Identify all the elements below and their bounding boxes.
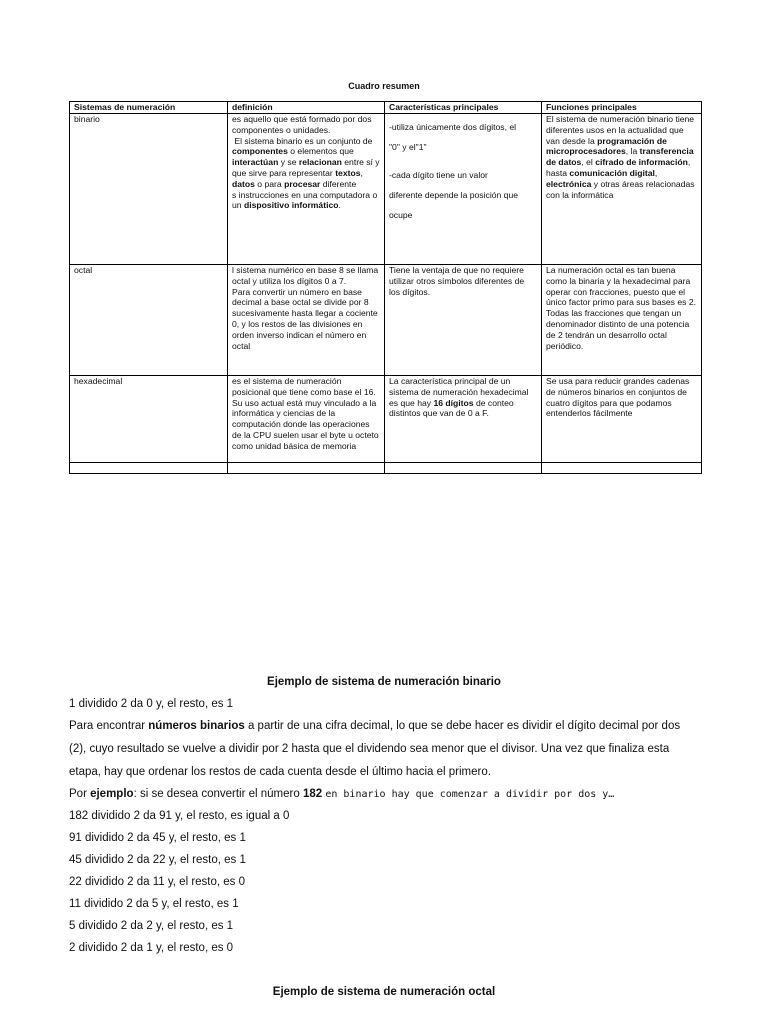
bold-term: datos — [232, 178, 255, 189]
char-binary-line-2: "0" y el"1" — [389, 142, 427, 152]
characteristics-binary — [385, 114, 542, 265]
functions-binary — [542, 114, 702, 265]
header-definition: definición — [228, 102, 385, 114]
empty-cell — [542, 463, 702, 474]
table-row-octal — [70, 265, 702, 376]
text-run: La numeración octal es tan buena como la binaria y la hexadecimal para operar con fracciones, puesto que el único factor primo para sus bases es 2. Todas las fracciones que tengan un denominador distinto de una potencia de 2 tendrán un desarrollo octal periódico. — [546, 265, 699, 351]
header-characteristics: Características principales — [385, 102, 542, 114]
table-title: Cuadro resumen — [348, 81, 420, 91]
bold-term: textos — [335, 167, 361, 178]
example-mid: : si se desea convertir el número — [133, 788, 303, 800]
para-text-before: Para encontrar — [69, 720, 149, 732]
definition-hexadecimal — [228, 376, 385, 463]
characteristics-octal: Tiene la ventaja de que no requiere utilizar otros símbolos diferentes de los dígitos. — [385, 265, 542, 376]
table-row-hexadecimal — [70, 376, 702, 463]
division-step: 5 dividido 2 da 2 y, el resto, es 1 — [69, 920, 234, 932]
row-name-hexadecimal: hexadecimal — [70, 376, 228, 463]
text-run: El sistema de numeración binario tiene diferentes usos en la actualidad que van desde la — [546, 114, 697, 146]
text-run: o elementos que — [287, 146, 357, 157]
text-run: entre sí y que sirve para representar — [232, 157, 382, 178]
para-bold-term: números binarios — [148, 720, 245, 732]
definition-octal — [228, 265, 385, 376]
bold-term: programación de microprocesadores — [546, 135, 670, 157]
binary-paragraph-line-3: etapa, hay que ordenar los restos de cada cuenta desde el último hacia el primero. — [69, 766, 491, 778]
text-run: y se — [278, 157, 299, 168]
bold-term: relacionan — [298, 157, 342, 168]
empty-cell — [70, 463, 228, 474]
binary-example-heading: Ejemplo de sistema de numeración binario — [267, 676, 501, 688]
char-binary-line-1: -utiliza únicamente dos dígitos, el — [389, 122, 517, 132]
text-run: , — [360, 167, 366, 178]
header-systems: Sistemas de numeración — [70, 102, 228, 114]
char-binary-line-4: diferente depende la posición que — [389, 190, 519, 200]
text-run: es el sistema de numeración posicional que tiene como base el 16. Su uso actual está muy vinculado a la informática y ciencias de la computación donde las operaciones de la CPU suelen usar el byte u octeto como unidad básica de memoria — [232, 376, 382, 451]
example-tail: en binario hay que comenzar a dividir por dos y… — [325, 789, 615, 800]
division-step: 2 dividido 2 da 1 y, el resto, es 0 — [69, 942, 234, 954]
text-run: . — [338, 200, 341, 211]
summary-table — [69, 101, 702, 474]
functions-hexadecimal — [542, 376, 702, 463]
bold-term: cifrado de información — [595, 157, 688, 168]
para-text-after: a partir de una cifra decimal, lo que se debe hacer es dividir el dígito decimal por dos — [244, 720, 681, 732]
text-run: , la — [625, 146, 640, 157]
char-binary-line-5: ocupe — [389, 210, 413, 220]
octal-example-heading: Ejemplo de sistema de numeración octal — [272, 986, 496, 998]
division-step: 11 dividido 2 da 5 y, el resto, es 1 — [69, 898, 239, 910]
char-binary-line-3: -cada dígito tiene un valor — [389, 170, 488, 180]
functions-octal — [542, 265, 702, 376]
division-step: 91 dividido 2 da 45 y, el resto, es 1 — [69, 832, 246, 844]
bold-term: electrónica — [546, 178, 592, 189]
empty-cell — [385, 463, 542, 474]
text-run: y otras áreas relacionadas con la informática — [546, 178, 697, 200]
example-number: 182 — [302, 788, 323, 800]
empty-cell — [228, 463, 385, 474]
table-header-row — [70, 102, 702, 114]
row-name-binary: binario — [70, 114, 228, 265]
text-run: diferente s instrucciones en una computadora o un — [232, 178, 378, 211]
bold-term: componentes — [232, 146, 288, 157]
text-run: La característica principal de un sistema de numeración hexadecimal es que hay — [389, 376, 531, 408]
text-run: l sistema numérico en base 8 se llama octal y utiliza los dígitos 0 a 7. Para convertir un número en base decimal a base octal se divide por 8 sucesivamente hasta llegar a cociente 0, y los restos de las divisiones en orden inverso indican el número en octal — [232, 265, 379, 351]
division-step: 182 dividido 2 da 91 y, el resto, es igual a 0 — [69, 810, 290, 822]
definition-binary — [228, 114, 385, 265]
binary-paragraph-line-2: (2), cuyo resultado se vuelve a dividir por 2 hasta que el dividendo sea menor que el divisor. Una vez que finaliza esta — [69, 743, 670, 755]
bold-term: interactúan — [232, 157, 279, 168]
text-run: o para — [254, 178, 285, 189]
text-run: es aquello que está formado por dos componentes o unidades. El sistema binario es un conjunto de — [232, 114, 373, 146]
table-row-binary — [70, 114, 702, 265]
text-run: , — [654, 167, 660, 178]
bold-term: dispositivo informático — [243, 200, 339, 211]
bold-term: comunicación digital — [569, 167, 655, 178]
text-run: , el — [581, 157, 596, 168]
text-run: de conteo distintos que van de 0 a F. — [389, 397, 517, 419]
bold-term: transferencia de datos — [546, 146, 696, 168]
bold-term: 16 dígitos — [433, 397, 474, 408]
binary-example-intro — [69, 788, 729, 800]
binary-paragraph-line-1 — [69, 720, 729, 732]
text-run: Se usa para reducir grandes cadenas de números binarios en conjuntos de cuatro dígitos para que podamos entenderlos fácilmente — [546, 376, 692, 419]
binary-example-line-1: 1 dividido 2 da 0 y, el resto, es 1 — [69, 698, 234, 710]
row-name-octal: octal — [70, 265, 228, 376]
header-functions: Funciones principales — [542, 102, 702, 114]
example-bold: ejemplo — [90, 788, 134, 800]
bold-term: procesar — [284, 178, 321, 189]
example-lead: Por — [69, 788, 91, 800]
division-step: 22 dividido 2 da 11 y, el resto, es 0 — [69, 876, 246, 888]
characteristics-hexadecimal — [385, 376, 542, 463]
table-row-empty — [70, 463, 702, 474]
division-step: 45 dividido 2 da 22 y, el resto, es 1 — [69, 854, 246, 866]
text-run: , hasta — [546, 157, 693, 178]
